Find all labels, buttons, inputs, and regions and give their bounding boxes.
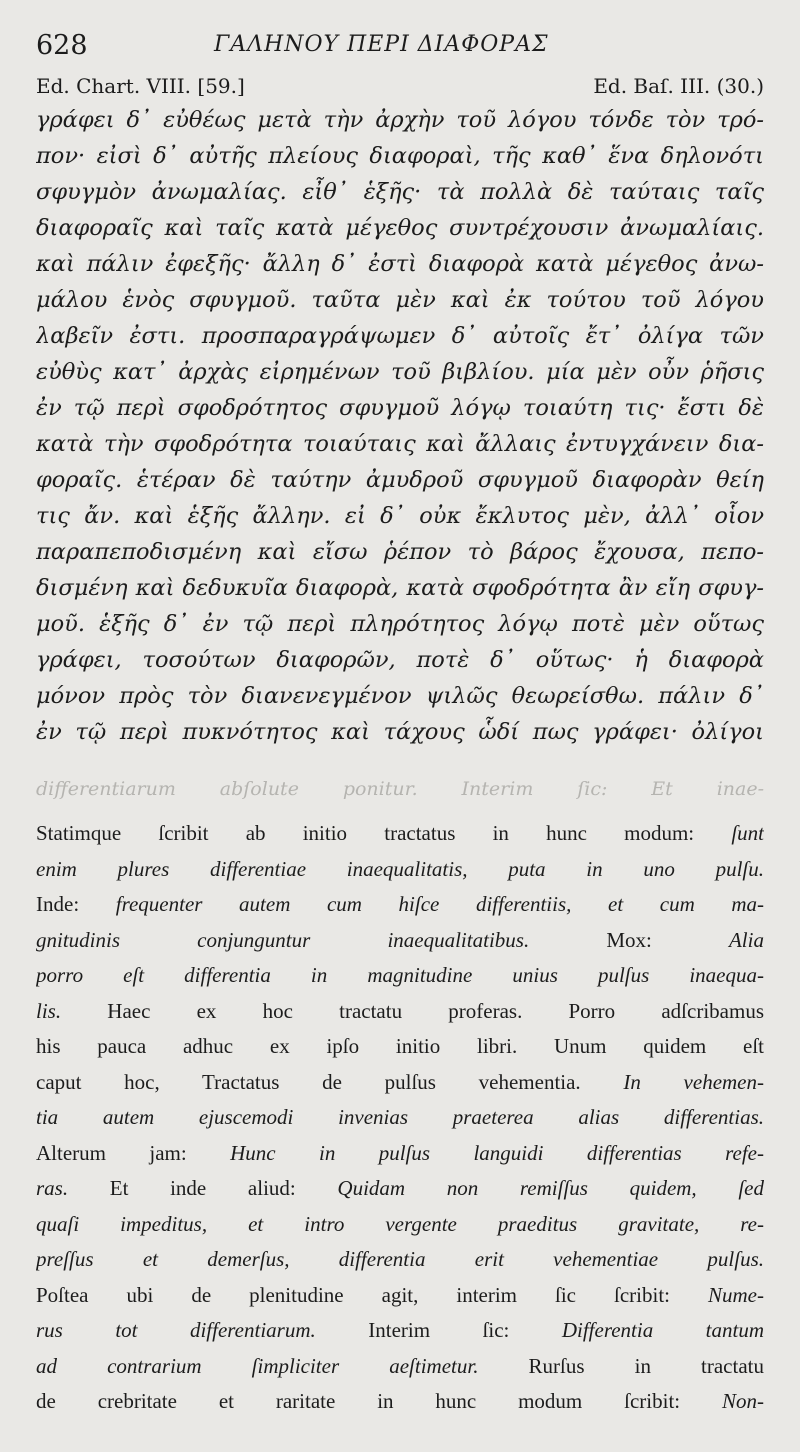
latin-italic-segment: Non- bbox=[722, 1389, 764, 1413]
latin-italic-segment: lis. bbox=[36, 998, 62, 1023]
greek-text-line: τις ἄν. καὶ ἑξῆς ἄλλην. εἰ δ᾽ οὐκ ἔκλυτος μὲν, ἀλλ᾽ οἷον bbox=[36, 503, 764, 529]
latin-italic-segment: frequenter autem cum hiſce differentiis, et cum ma- bbox=[115, 892, 764, 916]
latin-text-line bbox=[36, 1313, 764, 1349]
latin-italic-segment: rus tot differentiarum. bbox=[36, 1318, 316, 1342]
greek-text-line: κατὰ τὴν σφοδρότητα τοιαύταις καὶ ἄλλαις ἐντυγχάνειν δια- bbox=[36, 431, 764, 457]
greek-text-line: δισμένη καὶ δεδυκυῖα διαφορὰ, κατὰ σφοδρότητα ἂν εἴη σφυγ- bbox=[36, 575, 764, 601]
greek-text-line: σφυγμὸν ἀνωμαλίας. εἶθ᾽ ἑξῆς· τὰ πολλὰ δὲ ταύταις ταῖς bbox=[36, 179, 764, 205]
latin-roman-segment: Interim ſic: bbox=[315, 1318, 562, 1342]
latin-text-line bbox=[36, 1207, 764, 1243]
greek-text-line: διαφοραῖς καὶ ταῖς κατὰ μέγεθος συντρέχουσιν ἀνωμαλίαις. bbox=[36, 215, 764, 241]
latin-translation-block bbox=[36, 816, 764, 1420]
greek-text-line: καὶ πάλιν ἐφεξῆς· ἄλλη δ᾽ ἐστὶ διαφορὰ κατὰ μέγεθος ἀνω- bbox=[36, 251, 764, 277]
greek-text-block bbox=[36, 102, 764, 750]
latin-italic-segment: enim plures differentiae inaequalitatis, puta in uno pulſu. bbox=[36, 856, 764, 881]
latin-italic-segment: Nume- bbox=[708, 1282, 764, 1307]
latin-italic-segment: quaſi impeditus, et intro vergente praeditus gravitate, re- bbox=[36, 1211, 764, 1236]
latin-text-line bbox=[36, 1278, 764, 1314]
greek-text-line: πον· εἰσὶ δ᾽ αὐτῆς πλείους διαφοραὶ, τῆς καθ᾽ ἕνα δηλονότι bbox=[36, 143, 764, 169]
latin-roman-segment: Poſtea ubi de plenitudine agit, interim ſic ſcribit: bbox=[36, 1282, 708, 1307]
latin-italic-segment: ad contrarium ſimpliciter aeſtimetur. bbox=[36, 1353, 479, 1378]
latin-text-line bbox=[36, 852, 764, 888]
latin-roman-segment: Rurſus in tractatu bbox=[478, 1353, 764, 1378]
latin-roman-segment: his pauca adhuc ex ipſo initio libri. Unum quidem eſt bbox=[36, 1034, 764, 1058]
greek-text-line: γράφει, τοσούτων διαφορῶν, ποτὲ δ᾽ οὕτως· ἡ διαφορὰ bbox=[36, 647, 764, 673]
greek-text-line: μόνον πρὸς τὸν διανενεγμένον ψιλῶς θεωρείσθω. πάλιν δ᾽ bbox=[36, 683, 764, 709]
greek-text-line: λαβεῖν ἐστι. προσπαραγράψωμεν δ᾽ αὐτοῖς ἔτ᾽ ὀλίγα τῶν bbox=[36, 323, 764, 349]
latin-roman-segment: Inde: bbox=[36, 892, 116, 916]
running-title: ΓΑΛΗΝΟΥ ΠΕΡΙ ΔΙΑΦΟΡΑΣ bbox=[214, 32, 549, 57]
latin-text-line bbox=[36, 1349, 764, 1385]
latin-italic-segment: Hunc in pulſus languidi differentias refe- bbox=[230, 1140, 764, 1165]
latin-roman-segment: Mox: bbox=[529, 927, 729, 952]
latin-roman-segment: Statimque ſcribit ab initio tractatus in hunc modum: bbox=[36, 821, 732, 845]
latin-roman-segment: caput hoc, Tractatus de pulſus vehementia. bbox=[36, 1069, 624, 1094]
latin-italic-segment: ſunt bbox=[731, 821, 764, 845]
greek-text-line: μάλου ἑνὸς σφυγμοῦ. ταῦτα μὲν καὶ ἐκ τούτου τοῦ λόγου bbox=[36, 287, 764, 313]
latin-text-line bbox=[36, 1136, 764, 1172]
latin-text-line bbox=[36, 923, 764, 959]
latin-text-line bbox=[36, 1029, 764, 1065]
greek-text-line: παραπεποδισμένη καὶ εἴσω ῥέπον τὸ βάρος ἔχουσα, πεπο- bbox=[36, 539, 764, 565]
latin-roman-segment: Haec ex hoc tractatu proferas. Porro adſcribamus bbox=[61, 998, 764, 1023]
latin-italic-segment: Differentia tantum bbox=[561, 1318, 764, 1342]
edition-basel-reference: Ed. Baſ. III. (30.) bbox=[593, 74, 764, 98]
latin-italic-segment: ras. bbox=[36, 1176, 69, 1200]
latin-roman-segment: de crebritate et raritate in hunc modum ſcribit: bbox=[36, 1389, 722, 1413]
greek-text-line: ἐν τῷ περὶ πυκνότητος καὶ τάχους ὧδί πως γράφει· ὀλίγοι bbox=[36, 719, 764, 745]
latin-roman-segment: Alterum jam: bbox=[36, 1140, 231, 1165]
latin-text-line bbox=[36, 1384, 764, 1420]
latin-text-line bbox=[36, 1171, 764, 1207]
latin-text-line bbox=[36, 958, 764, 994]
edition-reference-line bbox=[36, 74, 764, 104]
greek-text-line: ἐν τῷ περὶ σφοδρότητος σφυγμοῦ λόγῳ τοιαύτη τις· ἔστι δὲ bbox=[36, 395, 764, 421]
latin-text-line bbox=[36, 994, 764, 1030]
edition-chartier-reference: Ed. Chart. VIII. [59.] bbox=[36, 74, 245, 98]
greek-text-line: μοῦ. ἑξῆς δ᾽ ἐν τῷ περὶ πληρότητος λόγῳ ποτὲ μὲν οὕτως bbox=[36, 611, 764, 637]
latin-roman-segment: Et inde aliud: bbox=[68, 1176, 338, 1200]
greek-text-line: γράφει δ᾽ εὐθέως μετὰ τὴν ἀρχὴν τοῦ λόγου τόνδε τὸν τρό- bbox=[36, 107, 764, 133]
page-number: 628 bbox=[36, 30, 88, 61]
latin-italic-segment: gnitudinis conjunguntur inaequalitatibus. bbox=[36, 927, 530, 952]
latin-italic-segment: tia autem ejuscemodi invenias praeterea alias differentias. bbox=[36, 1105, 764, 1129]
latin-italic-segment: Quidam non remiſſus quidem, ſed bbox=[337, 1176, 764, 1200]
latin-text-line bbox=[36, 816, 764, 852]
latin-text-line bbox=[36, 1100, 764, 1136]
greek-text-line: εὐθὺς κατ᾽ ἀρχὰς εἰρημένων τοῦ βιβλίου. μία μὲν οὖν ῥῆσις bbox=[36, 359, 764, 385]
latin-text-line bbox=[36, 1065, 764, 1101]
bleed-through-text: differentiarum abſolute ponitur. Interim ſic: Et inae- bbox=[36, 778, 764, 800]
latin-italic-segment: Alia bbox=[728, 927, 764, 952]
latin-italic-segment: preſſus et demerſus, differentia erit vehementiae pulſus. bbox=[36, 1247, 764, 1271]
latin-text-line bbox=[36, 1242, 764, 1278]
latin-text-line bbox=[36, 887, 764, 923]
latin-italic-segment: porro eſt differentia in magnitudine unius pulſus inaequa- bbox=[36, 963, 764, 987]
latin-italic-segment: In vehemen- bbox=[623, 1069, 764, 1094]
greek-text-line: φοραῖς. ἑτέραν δὲ ταύτην ἀμυδροῦ σφυγμοῦ διαφορὰν θείη bbox=[36, 467, 764, 493]
running-head bbox=[36, 28, 764, 62]
